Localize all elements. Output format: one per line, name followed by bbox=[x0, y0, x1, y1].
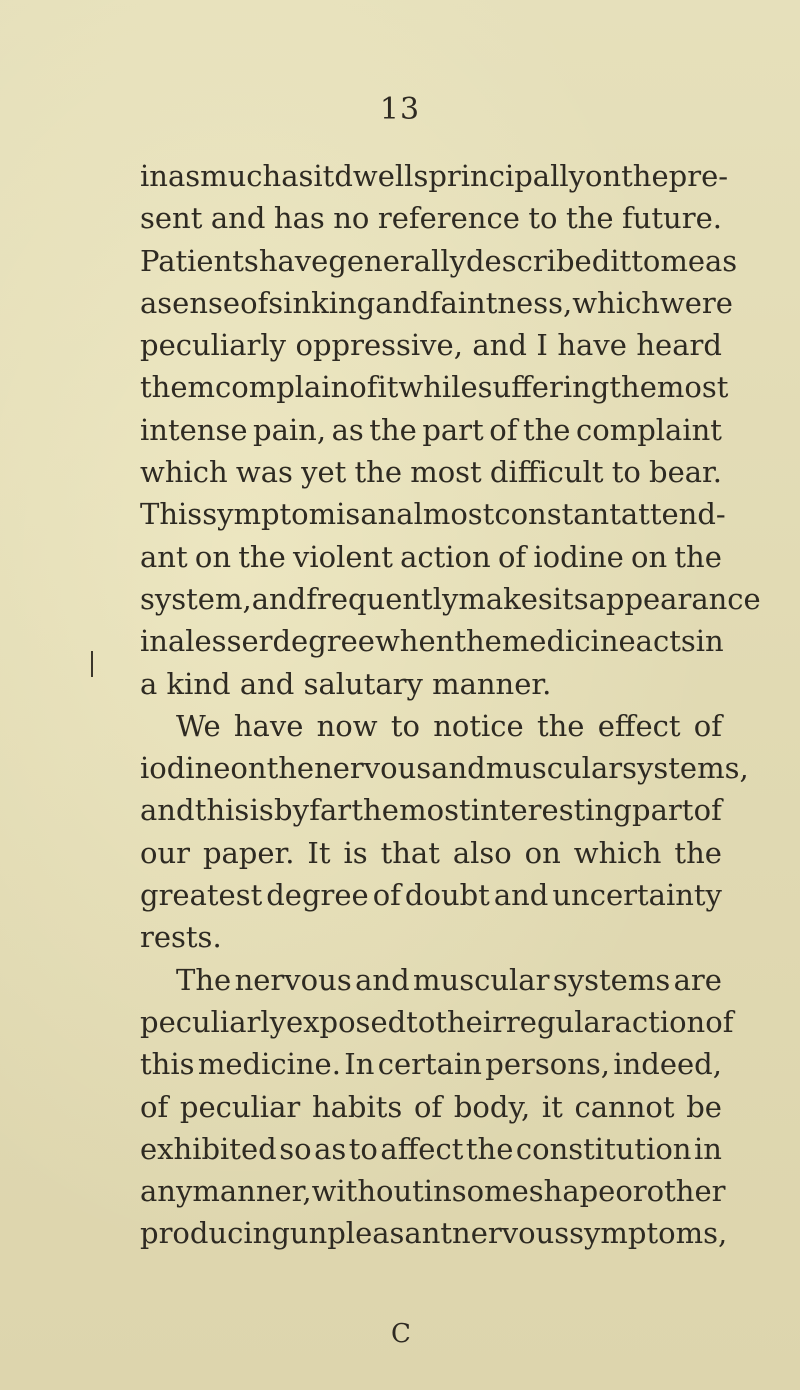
word: without bbox=[311, 1174, 424, 1209]
word: the bbox=[369, 412, 417, 447]
word: makes bbox=[458, 581, 553, 616]
word: sense bbox=[157, 285, 241, 320]
word: faintness, bbox=[429, 285, 573, 320]
word: body, bbox=[453, 1089, 531, 1124]
word: difficult bbox=[489, 455, 604, 490]
word: attend- bbox=[620, 497, 726, 532]
text-line bbox=[140, 832, 722, 874]
word: to bbox=[611, 455, 641, 490]
word: some bbox=[451, 1174, 529, 1209]
word: cannot bbox=[574, 1089, 675, 1124]
word: of bbox=[413, 1089, 443, 1124]
text-line bbox=[140, 366, 729, 408]
word: as bbox=[281, 159, 314, 193]
word: is bbox=[336, 497, 361, 532]
word: exhibited bbox=[140, 1131, 277, 1166]
word: irregular bbox=[482, 1004, 615, 1039]
word: it bbox=[541, 1089, 563, 1124]
word: doubt bbox=[404, 878, 490, 913]
word: the bbox=[674, 835, 722, 870]
word: effect bbox=[597, 708, 681, 743]
word: heard bbox=[636, 328, 722, 363]
word: on bbox=[524, 835, 561, 870]
word: and bbox=[140, 793, 195, 828]
word: unpleasant bbox=[289, 1216, 453, 1251]
word: of bbox=[140, 1089, 169, 1124]
word: this bbox=[194, 793, 250, 828]
word: oppressive, bbox=[295, 328, 463, 363]
word: yet bbox=[301, 455, 347, 490]
text-line bbox=[140, 197, 722, 239]
text-line bbox=[140, 1043, 722, 1085]
word: be bbox=[686, 1089, 722, 1124]
word: and bbox=[431, 751, 486, 786]
word: pain, bbox=[253, 412, 327, 447]
word: or bbox=[615, 1174, 647, 1209]
word: degree bbox=[272, 624, 375, 659]
word: now bbox=[316, 708, 378, 743]
word: peculiarly bbox=[140, 328, 287, 363]
signature-mark: C bbox=[391, 1319, 411, 1349]
word: it bbox=[313, 159, 335, 193]
word: almost bbox=[396, 497, 495, 532]
word: a bbox=[140, 285, 158, 320]
word: In bbox=[344, 1047, 375, 1082]
text-line: rests. bbox=[140, 920, 222, 955]
text-line bbox=[140, 155, 729, 197]
text-line bbox=[140, 1212, 728, 1254]
text-line bbox=[140, 240, 738, 282]
word: most bbox=[410, 455, 482, 490]
word: paper. bbox=[202, 835, 295, 870]
word: the bbox=[536, 708, 585, 743]
word: to bbox=[348, 1131, 378, 1166]
word: violent bbox=[292, 539, 393, 574]
word: of bbox=[240, 285, 269, 320]
word: and bbox=[251, 581, 307, 616]
word: shape bbox=[528, 1174, 616, 1209]
body-text bbox=[140, 155, 761, 1255]
text-line bbox=[140, 324, 722, 366]
word: no bbox=[333, 201, 370, 236]
word: the bbox=[238, 539, 286, 574]
word: a bbox=[167, 624, 186, 659]
word: interesting bbox=[470, 793, 632, 828]
word: also bbox=[452, 835, 512, 870]
word: on bbox=[194, 539, 231, 574]
word: its bbox=[552, 581, 589, 616]
word: uncertainty bbox=[552, 878, 722, 913]
word: the bbox=[674, 539, 722, 574]
word: most bbox=[656, 370, 729, 405]
word: acts bbox=[635, 624, 696, 659]
word: are bbox=[673, 962, 722, 997]
word: reference bbox=[377, 201, 520, 236]
text-line bbox=[140, 747, 749, 789]
word: on bbox=[230, 751, 267, 786]
word: sent bbox=[140, 201, 203, 236]
word: lesser bbox=[185, 624, 273, 659]
word: frequently bbox=[306, 581, 459, 616]
word: peculiarly bbox=[140, 1004, 287, 1039]
word: nervous bbox=[314, 751, 432, 786]
word: peculiar bbox=[179, 1089, 301, 1124]
word: appearance bbox=[588, 581, 761, 616]
word: this bbox=[140, 1047, 195, 1082]
word: were bbox=[659, 285, 733, 320]
word: habits bbox=[311, 1089, 403, 1124]
word: It bbox=[307, 835, 331, 870]
word: of bbox=[705, 1004, 734, 1039]
word: inasmuch bbox=[140, 159, 282, 193]
word: me bbox=[660, 243, 705, 278]
word: to bbox=[390, 708, 420, 743]
word: principally bbox=[428, 159, 586, 193]
word: symptom bbox=[202, 497, 337, 532]
word: have bbox=[557, 328, 627, 363]
word: persons, bbox=[485, 1047, 610, 1082]
word: on bbox=[631, 539, 668, 574]
word: as bbox=[705, 243, 738, 278]
text-line bbox=[140, 1170, 726, 1212]
word: the bbox=[354, 455, 403, 490]
word: action bbox=[400, 539, 491, 574]
word: of bbox=[489, 412, 518, 447]
word: which bbox=[572, 285, 660, 320]
text-line bbox=[140, 1128, 722, 1170]
word: so bbox=[279, 1131, 312, 1166]
word: manner, bbox=[192, 1174, 312, 1209]
word: medicine. bbox=[197, 1047, 341, 1082]
word: to bbox=[631, 243, 661, 278]
word: in bbox=[694, 1131, 722, 1166]
text-line bbox=[140, 1086, 722, 1128]
word: the bbox=[522, 412, 571, 447]
word: I bbox=[536, 328, 548, 363]
word: notice bbox=[433, 708, 524, 743]
page-number: 13 bbox=[379, 92, 421, 127]
word: producing bbox=[140, 1216, 290, 1251]
word: by bbox=[274, 793, 309, 828]
text-line: a kind and salutary manner. bbox=[140, 666, 552, 701]
word: as bbox=[314, 1131, 347, 1166]
word: in bbox=[140, 624, 168, 659]
word: the bbox=[465, 1131, 514, 1166]
word: exposed bbox=[286, 1004, 407, 1039]
word: ant bbox=[140, 539, 188, 574]
word: have bbox=[233, 708, 304, 743]
word: and bbox=[493, 878, 549, 913]
word: while bbox=[398, 370, 478, 405]
word: future. bbox=[621, 201, 722, 236]
word: iodine bbox=[533, 539, 624, 574]
word: Patients bbox=[140, 243, 259, 278]
word: nervous bbox=[452, 1216, 570, 1251]
word: them bbox=[140, 370, 215, 405]
word: the bbox=[609, 370, 657, 405]
word: it bbox=[377, 370, 399, 405]
word: and bbox=[355, 962, 410, 997]
word: muscular bbox=[485, 751, 623, 786]
word: the bbox=[621, 159, 669, 193]
word: affect bbox=[380, 1131, 464, 1166]
text-line bbox=[140, 493, 726, 535]
text-line bbox=[140, 409, 722, 451]
text-line bbox=[140, 282, 733, 324]
word: was bbox=[235, 455, 293, 490]
word: on bbox=[585, 159, 622, 193]
word: as bbox=[331, 412, 364, 447]
word: suffering bbox=[477, 370, 610, 405]
word: muscular bbox=[413, 962, 550, 997]
word: dwells bbox=[334, 159, 429, 193]
text-line bbox=[140, 620, 722, 662]
word: constitution bbox=[515, 1131, 692, 1166]
word: of bbox=[349, 370, 378, 405]
word: constant bbox=[494, 497, 621, 532]
text-line bbox=[140, 789, 722, 831]
word: is bbox=[343, 835, 368, 870]
word: nervous bbox=[234, 962, 352, 997]
word: our bbox=[140, 835, 190, 870]
word: which bbox=[573, 835, 662, 870]
word: when bbox=[374, 624, 455, 659]
word: the bbox=[454, 624, 502, 659]
word: certain bbox=[377, 1047, 482, 1082]
word: and bbox=[472, 328, 527, 363]
text-line bbox=[140, 1001, 734, 1043]
word: that bbox=[380, 835, 440, 870]
word: the bbox=[351, 793, 399, 828]
word: described bbox=[465, 243, 611, 278]
word: This bbox=[140, 497, 203, 532]
word: the bbox=[266, 751, 315, 786]
word: the bbox=[565, 201, 614, 236]
word: action bbox=[614, 1004, 706, 1039]
word: intense bbox=[140, 412, 248, 447]
word: indeed, bbox=[613, 1047, 722, 1082]
word: other bbox=[646, 1174, 726, 1209]
word: and bbox=[375, 285, 430, 320]
word: of bbox=[497, 539, 527, 574]
text-line bbox=[140, 451, 722, 493]
word: symptoms, bbox=[569, 1216, 728, 1251]
word: most bbox=[399, 793, 471, 828]
text-line bbox=[140, 959, 722, 1001]
word: is bbox=[249, 793, 274, 828]
word: have bbox=[258, 243, 329, 278]
word: bear. bbox=[649, 455, 722, 490]
word: to bbox=[406, 1004, 436, 1039]
word: generally bbox=[328, 243, 466, 278]
word: part bbox=[422, 412, 484, 447]
word: systems bbox=[552, 962, 671, 997]
word: system, bbox=[140, 581, 252, 616]
word: in bbox=[423, 1174, 452, 1209]
word: complaint bbox=[576, 412, 722, 447]
word: part bbox=[632, 793, 694, 828]
word: iodine bbox=[140, 751, 231, 786]
text-line bbox=[140, 874, 722, 916]
word: complain bbox=[215, 370, 350, 405]
word: far bbox=[309, 793, 352, 828]
word: has bbox=[273, 201, 325, 236]
word: of bbox=[693, 793, 722, 828]
word: The bbox=[176, 962, 232, 997]
word: it bbox=[610, 243, 632, 278]
word: to bbox=[528, 201, 558, 236]
margin-mark bbox=[91, 651, 93, 677]
text-line bbox=[140, 578, 761, 620]
word: sinking bbox=[268, 285, 376, 320]
word: which bbox=[140, 455, 228, 490]
text-line bbox=[140, 705, 722, 747]
word: pre- bbox=[668, 159, 729, 193]
word: greatest bbox=[140, 878, 263, 913]
word: of bbox=[693, 708, 722, 743]
word: We bbox=[176, 708, 221, 743]
word: systems, bbox=[622, 751, 749, 786]
word: in bbox=[695, 624, 724, 659]
word: degree bbox=[266, 878, 369, 913]
word: the bbox=[435, 1004, 483, 1039]
word: any bbox=[140, 1174, 193, 1209]
text-line bbox=[140, 536, 722, 578]
word: medicine bbox=[501, 624, 636, 659]
word: and bbox=[210, 201, 266, 236]
word: of bbox=[372, 878, 401, 913]
word: an bbox=[360, 497, 397, 532]
